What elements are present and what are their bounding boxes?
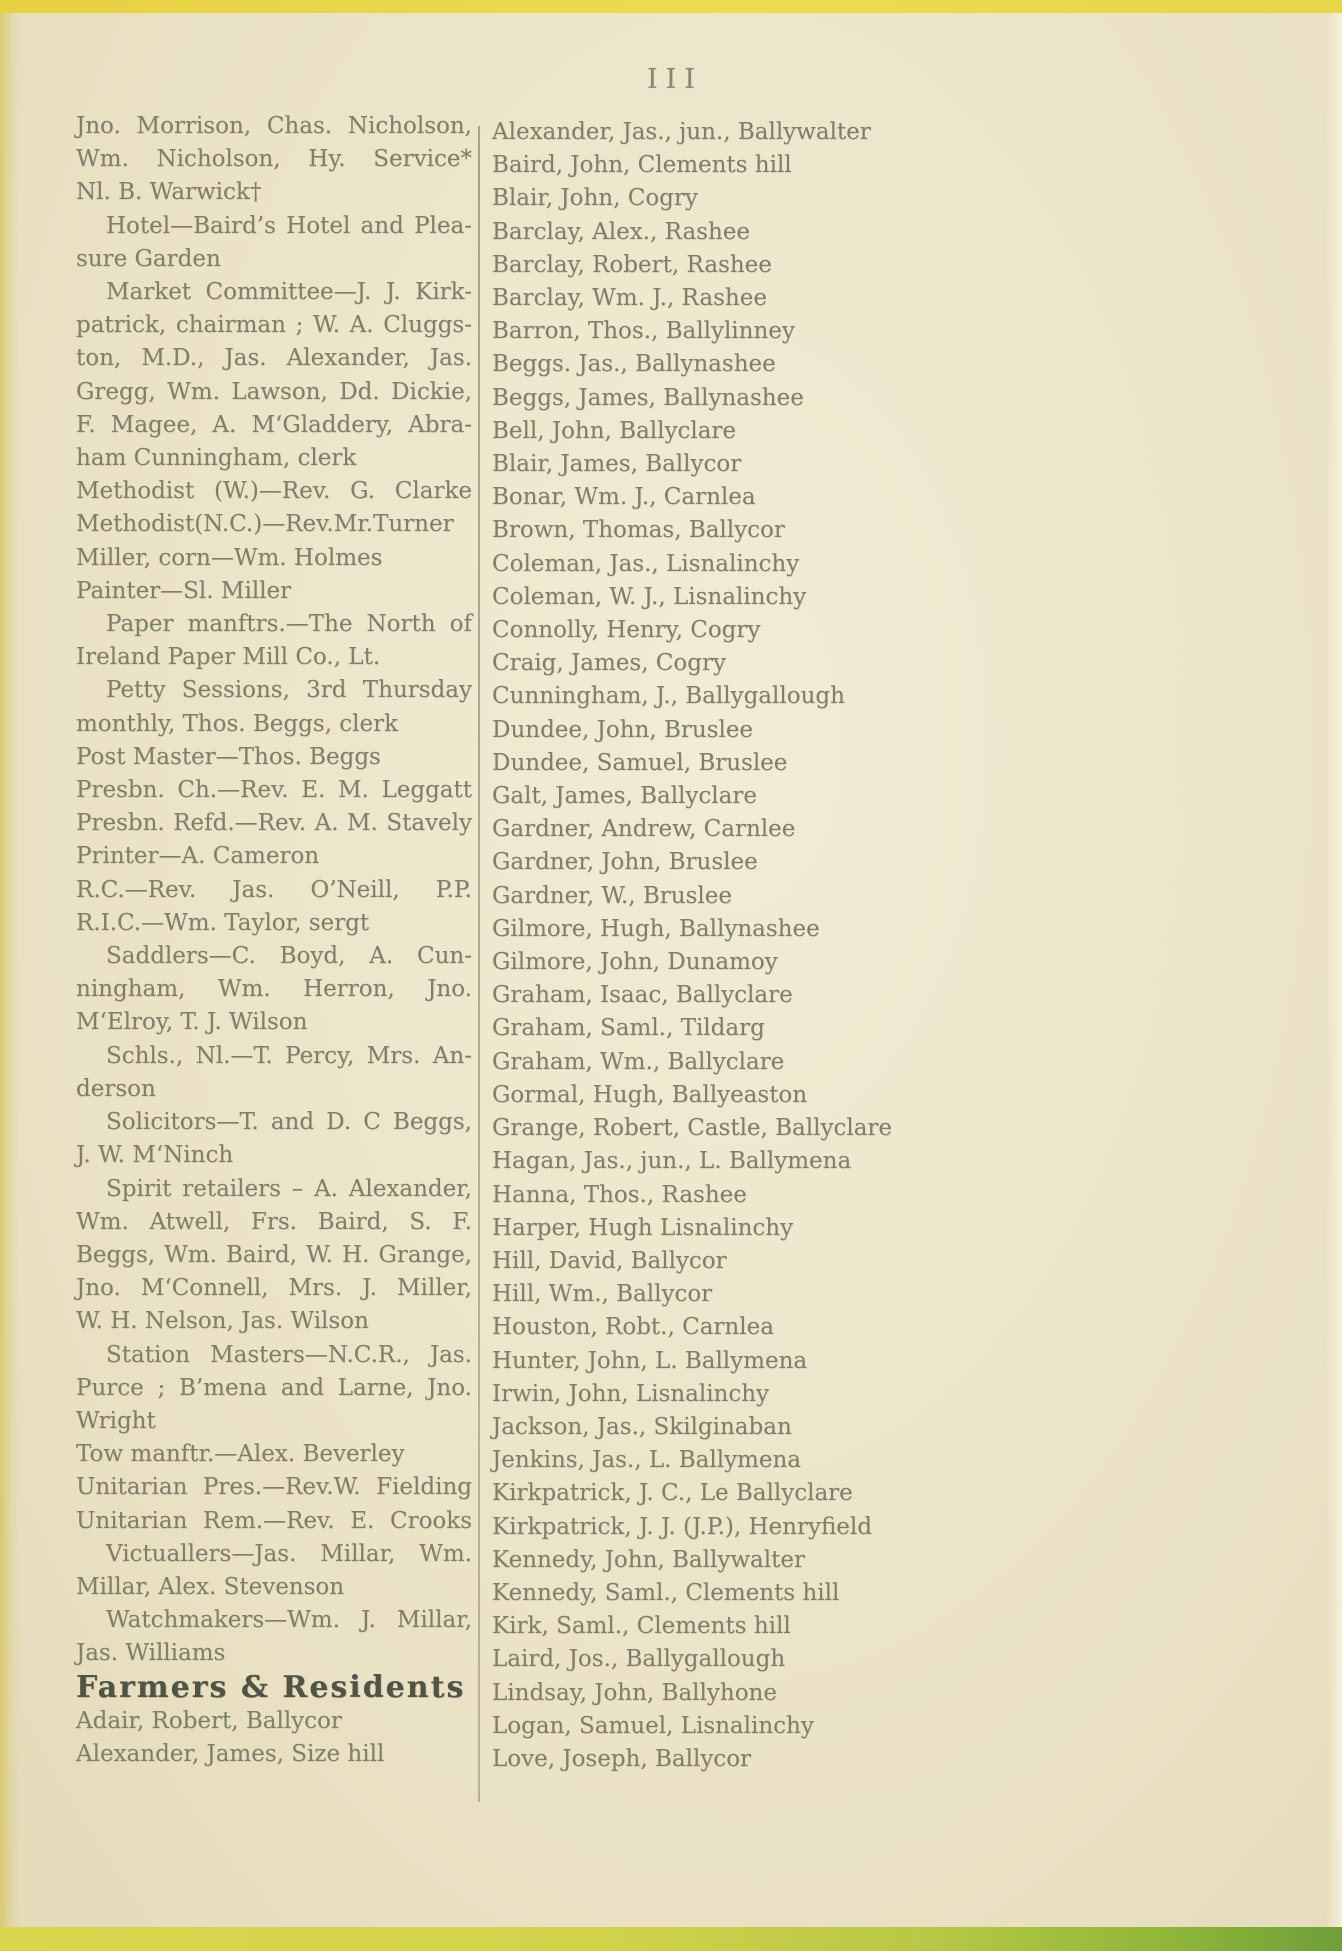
page-number: III xyxy=(647,64,703,95)
directory-line: ningham, Wm. Herron, Jno. xyxy=(76,976,472,1003)
directory-line: Hanna, Thos., Rashee xyxy=(492,1181,747,1208)
directory-line: Post Master—Thos. Beggs xyxy=(76,743,381,770)
directory-line: Presbn. Refd.—Rev. A. M. Stavely xyxy=(76,810,472,837)
directory-line: Spirit retailers – A. Alexander, xyxy=(106,1175,472,1202)
directory-line: R.I.C.—Wm. Taylor, sergt xyxy=(76,909,370,936)
directory-line: Jno. Morrison, Chas. Nicholson, xyxy=(76,113,472,139)
directory-line: Petty Sessions, 3rd Thursday xyxy=(106,677,472,704)
directory-line: Kennedy, John, Ballywalter xyxy=(492,1546,805,1573)
directory-line: Purce ; B’mena and Larne, Jno. xyxy=(76,1374,472,1401)
directory-line: Connolly, Henry, Cogry xyxy=(492,617,761,644)
directory-line: Hotel—Baird’s Hotel and Plea- xyxy=(106,212,472,239)
directory-line: Barclay, Robert, Rashee xyxy=(492,251,772,278)
directory-line: Brown, Thomas, Ballycor xyxy=(492,517,785,544)
directory-line: ham Cunningham, clerk xyxy=(76,445,357,472)
directory-line: Blair, James, Ballycor xyxy=(492,451,742,478)
directory-line: Paper manftrs.—The North of xyxy=(106,611,472,638)
directory-line: Wright xyxy=(76,1407,156,1434)
directory-line: Printer—A. Cameron xyxy=(76,843,320,870)
left-column xyxy=(76,110,472,1771)
directory-line: Beggs. Jas., Ballynashee xyxy=(492,351,776,378)
column-divider-rule xyxy=(478,126,480,1802)
directory-line: Love, Joseph, Ballycor xyxy=(492,1745,752,1772)
directory-line: Houston, Robt., Carnlea xyxy=(492,1314,774,1341)
directory-line: Beggs, Wm. Baird, W. H. Grange, xyxy=(76,1241,472,1268)
directory-line: Coleman, Jas., Lisnalinchy xyxy=(492,550,800,577)
directory-line: Graham, Wm., Ballyclare xyxy=(492,1048,785,1075)
directory-line: Kirk, Saml., Clements hill xyxy=(492,1613,791,1640)
directory-line: Gregg, Wm. Lawson, Dd. Dickie, xyxy=(76,378,472,405)
directory-line: Millar, Alex. Stevenson xyxy=(76,1573,345,1600)
directory-line: Beggs, James, Ballynashee xyxy=(492,384,804,411)
directory-line: Galt, James, Ballyclare xyxy=(492,783,757,810)
directory-line: Bonar, Wm. J., Carnlea xyxy=(492,484,756,511)
directory-line: Gardner, John, Bruslee xyxy=(492,849,758,876)
directory-line: W. H. Nelson, Jas. Wilson xyxy=(76,1308,369,1335)
directory-line: Gardner, W., Bruslee xyxy=(492,882,732,909)
directory-line: derson xyxy=(76,1075,156,1102)
directory-line: Wm. Atwell, Frs. Baird, S. F. xyxy=(76,1208,472,1235)
directory-line: Saddlers—C. Boyd, A. Cun- xyxy=(106,943,472,970)
directory-line: Jackson, Jas., Skilginaban xyxy=(492,1413,792,1440)
directory-line: Jenkins, Jas., L. Ballymena xyxy=(492,1447,802,1474)
directory-line: Dundee, Samuel, Bruslee xyxy=(492,749,788,776)
directory-line: F. Magee, A. M‘Gladdery, Abra- xyxy=(76,411,472,438)
directory-line: Presbn. Ch.—Rev. E. M. Leggatt xyxy=(76,777,472,804)
directory-line: patrick, chairman ; W. A. Cluggs- xyxy=(76,312,472,339)
directory-line: Gilmore, Hugh, Ballynashee xyxy=(492,915,820,942)
directory-line: Solicitors—T. and D. C Beggs, xyxy=(106,1109,472,1136)
directory-line: Baird, John, Clements hill xyxy=(492,152,792,179)
directory-line: Barclay, Alex., Rashee xyxy=(492,218,750,245)
directory-line: M‘Elroy, T. J. Wilson xyxy=(76,1009,308,1036)
directory-line: Jas. Williams xyxy=(76,1640,226,1667)
directory-line: Kirkpatrick, J. J. (J.P.), Henryfield xyxy=(492,1513,872,1540)
directory-line: Hagan, Jas., jun., L. Ballymena xyxy=(492,1148,852,1175)
directory-line: Graham, Saml., Tildarg xyxy=(492,1015,765,1042)
directory-line: monthly, Thos. Beggs, clerk xyxy=(76,710,399,737)
directory-line: Cunningham, J., Ballygallough xyxy=(492,683,845,710)
directory-line: sure Garden xyxy=(76,245,221,272)
directory-line: Schls., Nl.—T. Percy, Mrs. An- xyxy=(106,1042,472,1069)
directory-line: Methodist(N.C.)—Rev.Mr.Turner xyxy=(76,511,454,538)
directory-line: Hunter, John, L. Ballymena xyxy=(492,1347,808,1374)
directory-line: Adair, Robert, Ballycor xyxy=(76,1707,342,1734)
directory-line: Painter—Sl. Miller xyxy=(76,577,292,604)
directory-line: Irwin, John, Lisnalinchy xyxy=(492,1380,770,1407)
directory-line: Lindsay, John, Ballyhone xyxy=(492,1679,777,1706)
directory-line: Bell, John, Ballyclare xyxy=(492,417,737,444)
scan-edge-top xyxy=(0,0,1342,13)
directory-line: Victuallers—Jas. Millar, Wm. xyxy=(106,1540,472,1567)
directory-line: Logan, Samuel, Lisnalinchy xyxy=(492,1712,814,1739)
directory-line: Gardner, Andrew, Carnlee xyxy=(492,816,796,843)
directory-line: Alexander, Jas., jun., Ballywalter xyxy=(492,119,871,145)
directory-line: J. W. M‘Ninch xyxy=(76,1142,234,1169)
directory-line: Tow manftr.—Alex. Beverley xyxy=(76,1441,405,1468)
directory-line: Unitarian Rem.—Rev. E. Crooks xyxy=(76,1507,472,1534)
directory-line: Graham, Isaac, Ballyclare xyxy=(492,982,793,1009)
directory-line: Jno. M‘Connell, Mrs. J. Miller, xyxy=(76,1275,472,1302)
directory-line: Ireland Paper Mill Co., Lt. xyxy=(76,644,381,671)
directory-line: ton, M.D., Jas. Alexander, Jas. xyxy=(76,345,472,372)
directory-line: Gormal, Hugh, Ballyeaston xyxy=(492,1081,808,1108)
directory-line: Hill, David, Ballycor xyxy=(492,1247,727,1274)
directory-line: Harper, Hugh Lisnalinchy xyxy=(492,1214,794,1241)
directory-line: Gilmore, John, Dunamoy xyxy=(492,949,778,976)
directory-line: Station Masters—N.C.R., Jas. xyxy=(106,1341,472,1368)
section-heading-farmers-residents: Farmers & Residents xyxy=(76,1669,466,1705)
directory-line: Kirkpatrick, J. C., Le Ballyclare xyxy=(492,1480,853,1507)
scan-edge-right xyxy=(1326,0,1342,1951)
directory-line: Unitarian Pres.—Rev.W. Fielding xyxy=(76,1474,472,1501)
directory-line: Barclay, Wm. J., Rashee xyxy=(492,285,767,312)
directory-line: Blair, John, Cogry xyxy=(492,185,698,212)
directory-line: Nl. B. Warwick† xyxy=(76,179,262,206)
directory-line: Craig, James, Cogry xyxy=(492,650,726,677)
directory-line: Barron, Thos., Ballylinney xyxy=(492,318,795,345)
directory-line: Hill, Wm., Ballycor xyxy=(492,1281,713,1308)
directory-line: Dundee, John, Bruslee xyxy=(492,716,754,743)
right-column xyxy=(492,116,944,1776)
directory-line: Grange, Robert, Castle, Ballyclare xyxy=(492,1115,893,1142)
scan-edge-left xyxy=(0,0,20,1951)
directory-line: Coleman, W. J., Lisnalinchy xyxy=(492,583,807,610)
scan-edge-bottom xyxy=(0,1927,1342,1951)
directory-line: Market Committee—J. J. Kirk- xyxy=(106,279,472,306)
directory-line: Methodist (W.)—Rev. G. Clarke xyxy=(76,478,472,505)
directory-line: Wm. Nicholson, Hy. Service* xyxy=(76,146,472,173)
directory-line: Laird, Jos., Ballygallough xyxy=(492,1646,786,1673)
directory-line: Miller, corn—Wm. Holmes xyxy=(76,544,383,571)
directory-line: Kennedy, Saml., Clements hill xyxy=(492,1579,840,1606)
directory-line: Alexander, James, Size hill xyxy=(76,1740,385,1767)
directory-line: Watchmakers—Wm. J. Millar, xyxy=(106,1607,472,1634)
directory-line: R.C.—Rev. Jas. O’Neill, P.P. xyxy=(76,876,472,903)
